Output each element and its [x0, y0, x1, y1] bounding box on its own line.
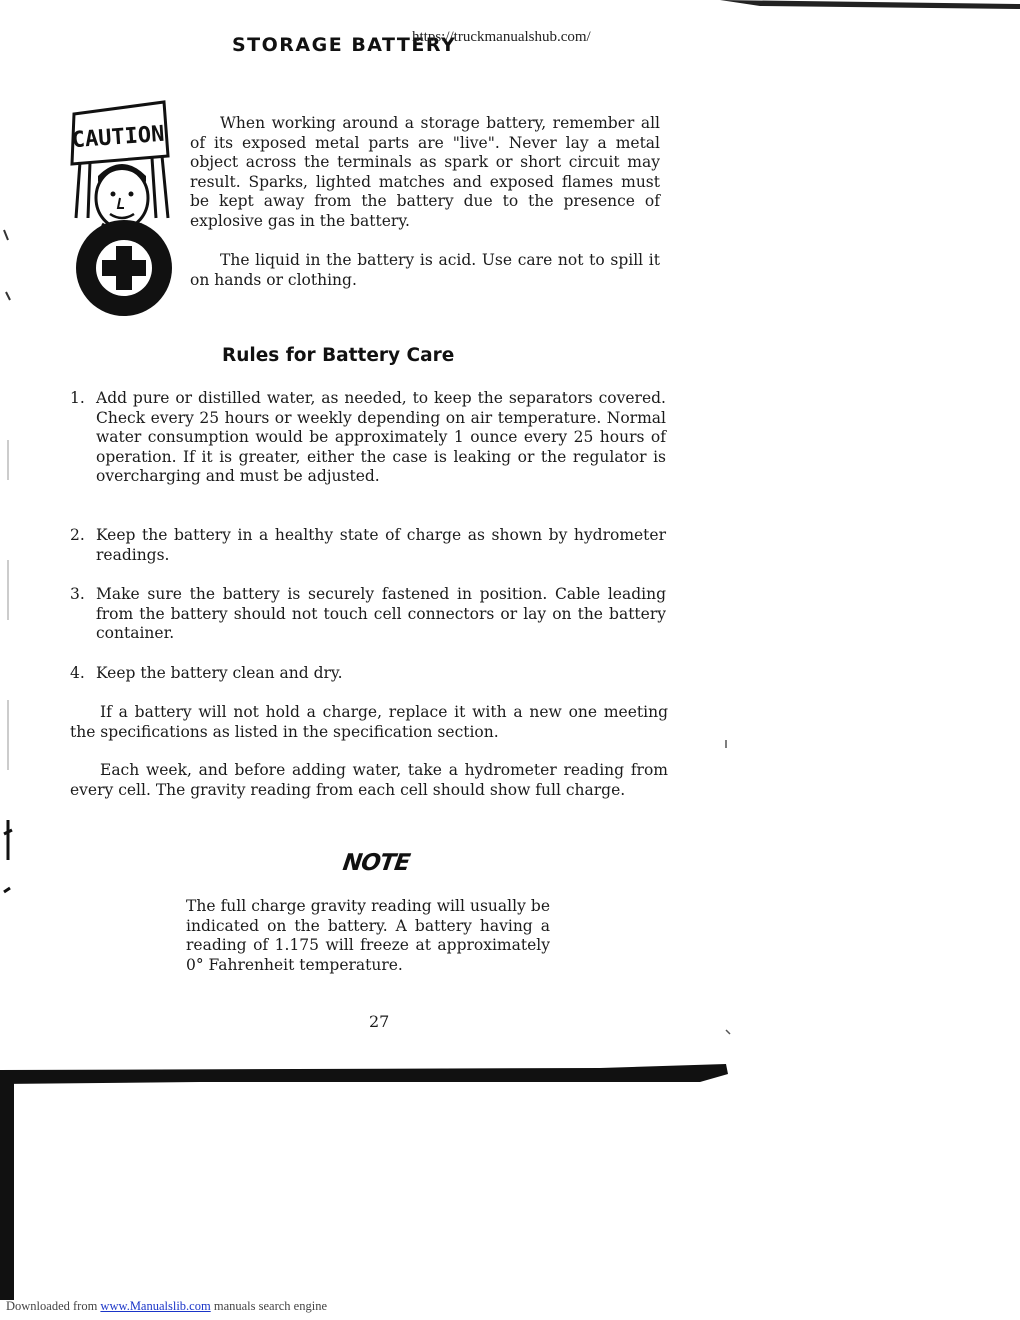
page-number: 27: [369, 1012, 390, 1031]
rule-number: 3.: [70, 585, 85, 603]
caution-sign-text: CAUTION: [70, 121, 166, 154]
page-title: STORAGE BATTERY: [232, 34, 457, 56]
footer-prefix: Downloaded from: [6, 1299, 98, 1313]
rule-number: 2.: [70, 526, 85, 544]
rule-number: 1.: [70, 389, 85, 407]
rule-item-4: [70, 664, 666, 684]
rule-text: Keep the battery clean and dry.: [96, 664, 343, 682]
rule-number: 4.: [70, 664, 85, 682]
caution-paragraph-1: When working around a storage battery, remember all of its exposed metal parts are "live". Never lay a metal object across the terminals as spark or short circuit may result. Sparks, lighted matches and exposed flames must be kept away from the battery due to the presence of explosive gas in the battery.: [190, 114, 660, 230]
rule-text: Add pure or distilled water, as needed, to keep the separators covered. Check every 25 hours or weekly depending on air temperature. Normal water consumption would be approximately 1 ounce every 25 hours of operation. If it is greater, either the case is leaking or the regulator is overcharging and must be adjusted.: [96, 389, 666, 486]
replace-battery-paragraph: If a battery will not hold a charge, replace it with a new one meeting the specifications as listed in the specification section.: [70, 703, 668, 741]
footer: [6, 1299, 327, 1314]
rule-text: Make sure the battery is securely fastened in position. Cable leading from the battery should not touch cell connectors or lay on the battery container.: [96, 585, 666, 643]
caution-man-illustration: [68, 100, 190, 318]
note-heading: NOTE: [341, 850, 412, 876]
watermark-url: https://truckmanualshub.com/: [412, 29, 591, 45]
rules-heading: Rules for Battery Care: [222, 345, 455, 366]
scan-edge-left: [0, 1070, 14, 1300]
rule-item-2: [70, 526, 666, 565]
footer-link[interactable]: www.Manualslib.com: [100, 1299, 211, 1313]
note-text: The full charge gravity reading will usually be indicated on the battery. A battery having a reading of 1.175 will freeze at approximately 0° Fahrenheit temperature.: [186, 897, 550, 974]
rule-item-3: [70, 585, 666, 644]
caution-paragraph-2: The liquid in the battery is acid. Use care not to spill it on hands or clothing.: [190, 251, 660, 289]
weekly-reading-paragraph: Each week, and before adding water, take a hydrometer reading from every cell. The gravity reading from each cell should show full charge.: [70, 761, 668, 799]
scan-edge-bottom: [0, 1064, 728, 1084]
footer-suffix: manuals search engine: [213, 1299, 327, 1313]
rule-text: Keep the battery in a healthy state of charge as shown by hydrometer readings.: [96, 526, 666, 564]
rule-item-1: [70, 389, 666, 487]
